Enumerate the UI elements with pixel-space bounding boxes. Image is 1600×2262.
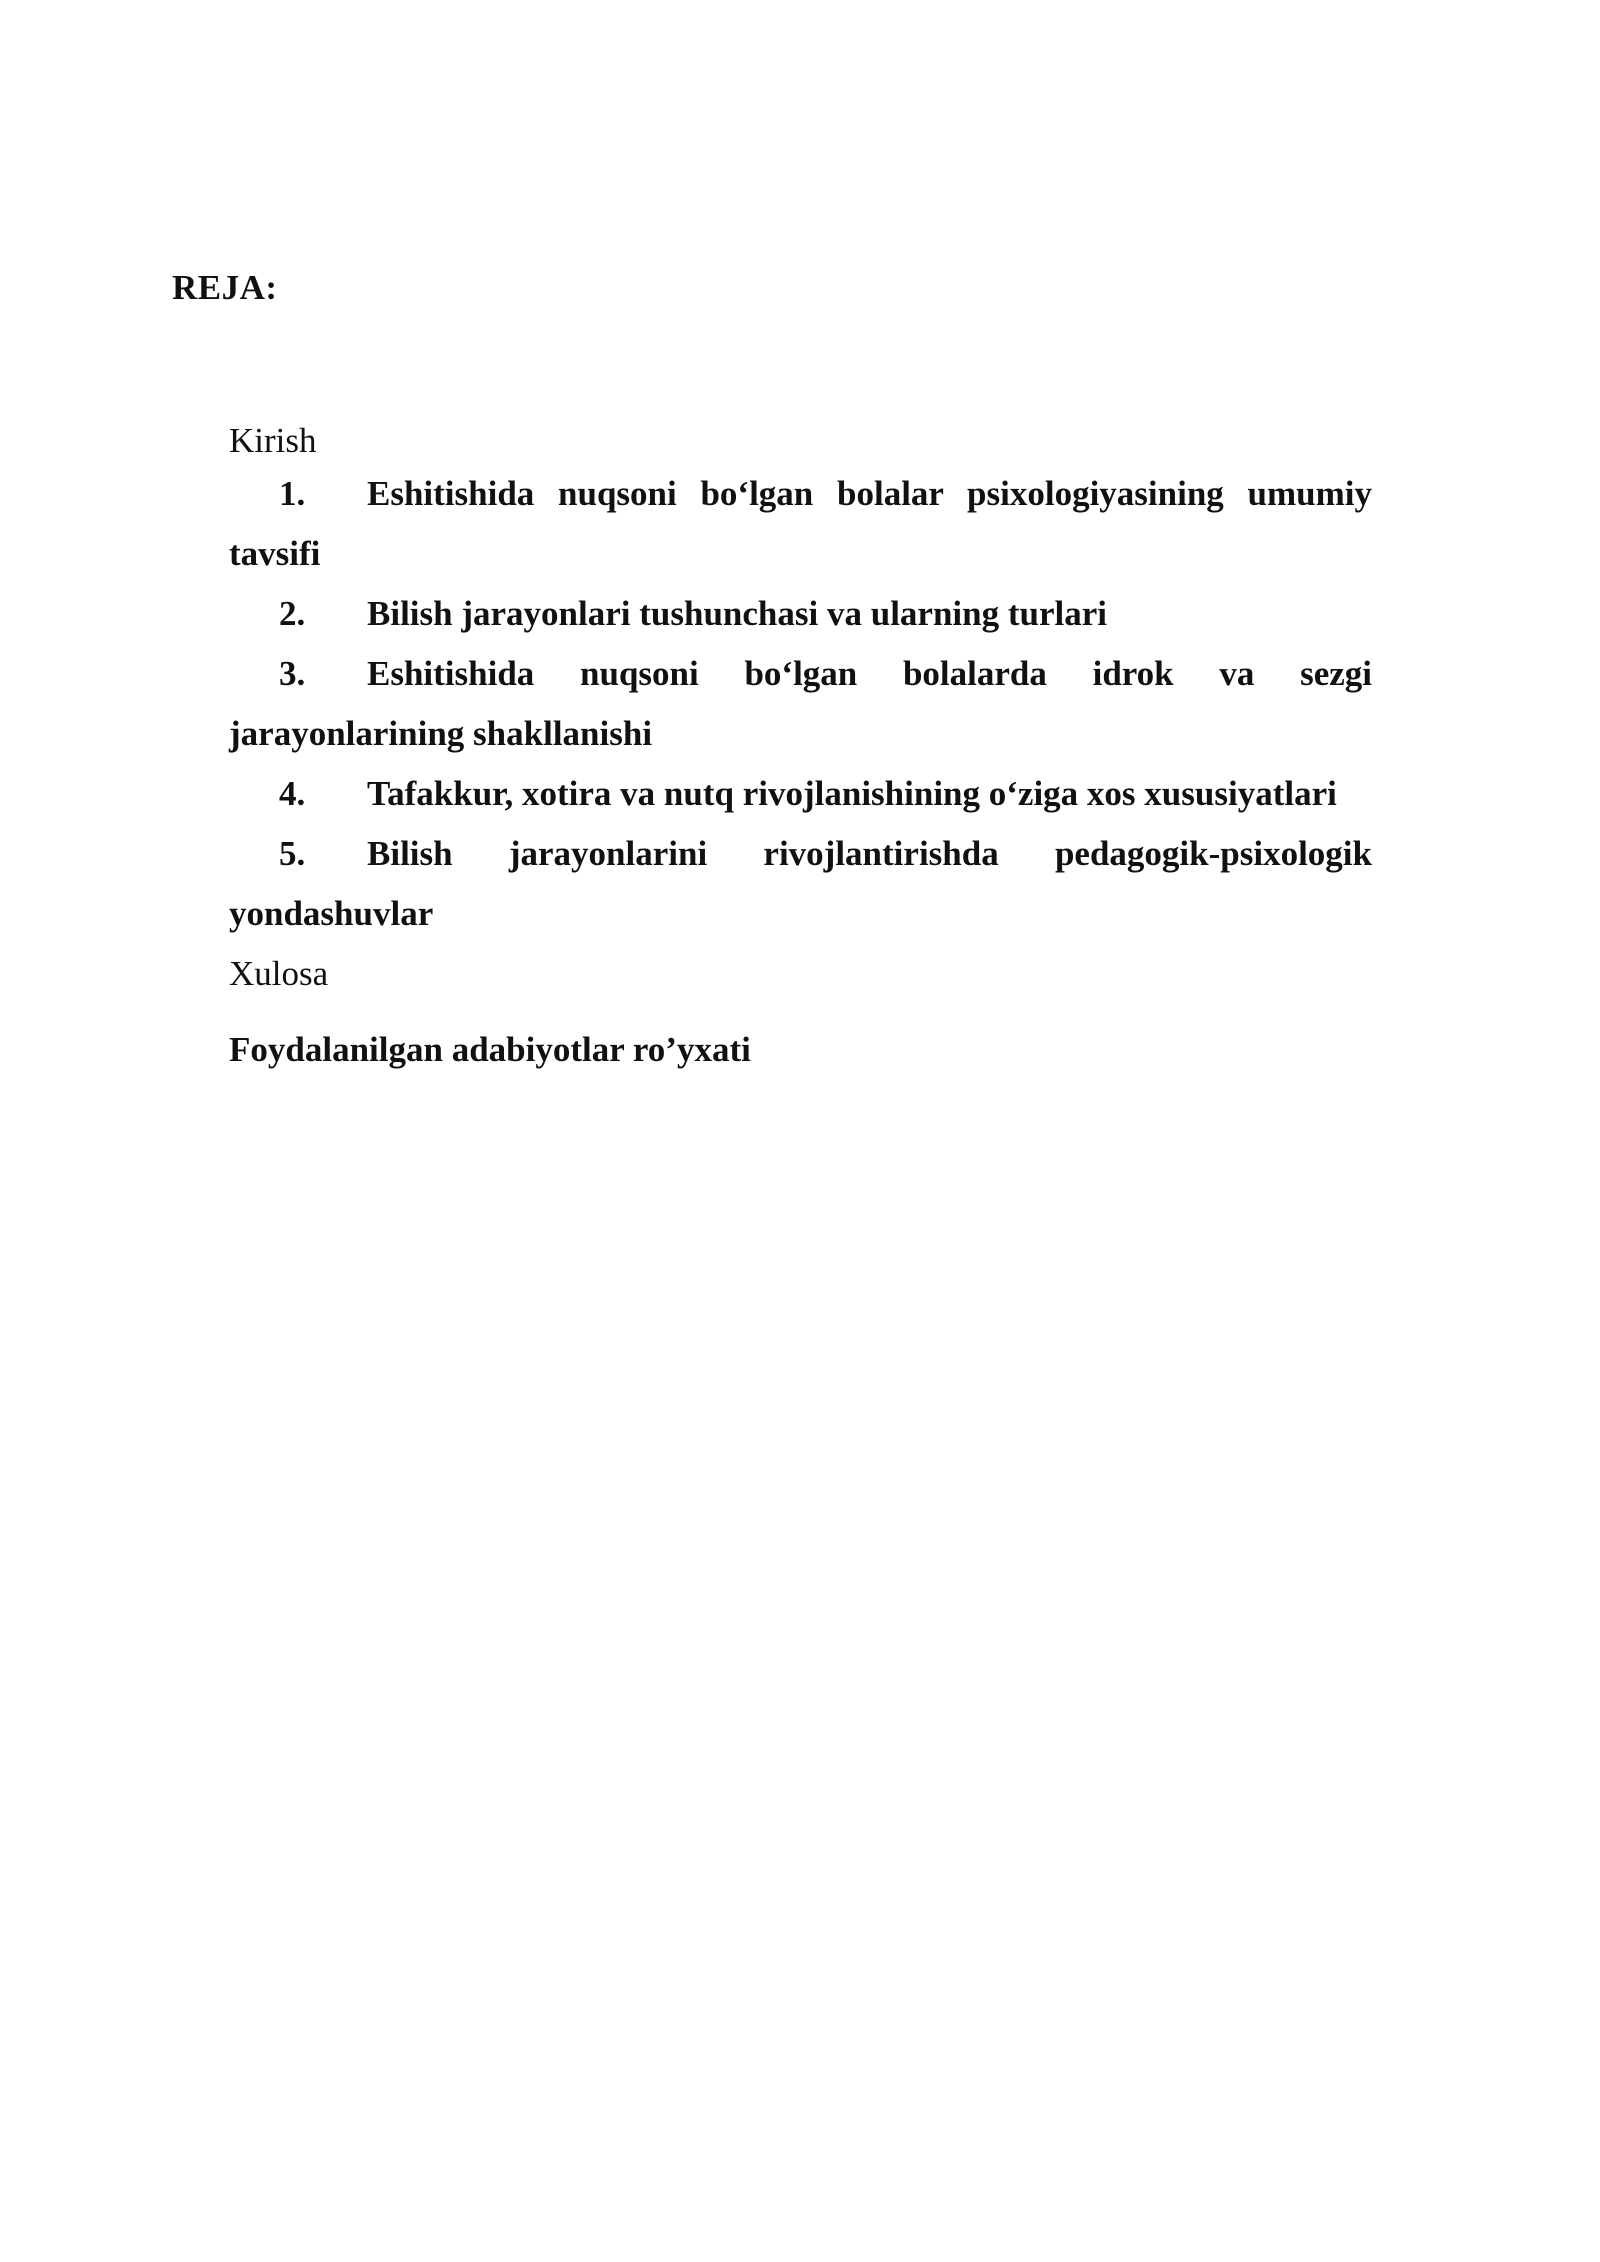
plan-item-text: Eshitishida nuqsoni bo‘lgan bolalar psixologiyasining umumiy tavsifi [229,474,1372,573]
plan-item-text: Tafakkur, xotira va nutq rivojlanishining o‘ziga xos xususiyatlari [367,774,1337,813]
plan-item [229,644,1372,764]
plan-conclusion: Xulosa [229,954,329,993]
plan-item [229,764,1372,824]
plan-item [229,584,1372,644]
plan-item-number: 1. [279,474,306,513]
plan-list [229,418,1372,1080]
plan-item-text: Eshitishida nuqsoni bo‘lgan bolalarda idrok va sezgi jarayonlarining shakllanishi [229,654,1372,753]
plan-intro: Kirish [229,421,317,460]
page-title: REJA: [172,268,278,307]
plan-item-number: 4. [279,774,306,813]
plan-item-number: 5. [279,834,306,873]
plan-item-number: 2. [279,594,306,633]
plan-references: Foydalanilgan adabiyotlar ro’yxati [229,1030,751,1069]
plan-item [229,824,1372,944]
plan-item-text: Bilish jarayonlari tushunchasi va ularning turlari [367,594,1107,633]
plan-item-number: 3. [279,654,306,693]
plan-item [229,464,1372,584]
plan-item-text: Bilish jarayonlarini rivojlantirishda pedagogik-psixologik yondashuvlar [229,834,1372,933]
